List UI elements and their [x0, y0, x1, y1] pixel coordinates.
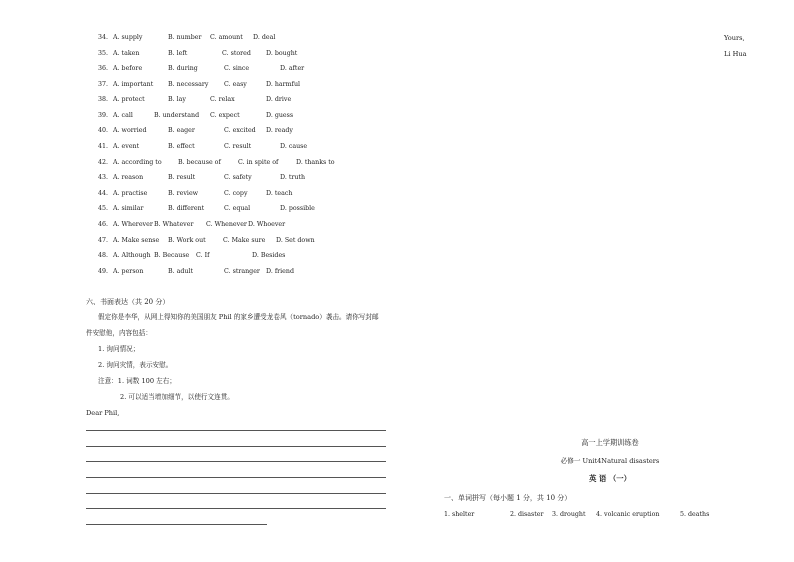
answer-item: 1. shelter — [444, 511, 475, 518]
question-number: 49. — [98, 268, 109, 275]
option-b: B. left — [168, 50, 188, 57]
option-b: B. result — [168, 174, 196, 181]
option-a: A. practise — [113, 190, 148, 197]
option-a: A. taken — [113, 50, 140, 57]
option-c: C. safety — [224, 174, 252, 181]
option-b: B. because of — [178, 159, 221, 166]
option-c: C. result — [224, 143, 252, 150]
question-number: 36. — [98, 65, 109, 72]
question-number: 37. — [98, 81, 109, 88]
option-a: A. protect — [113, 96, 145, 103]
option-a: A. reason — [113, 174, 144, 181]
answer-item: 3. drought — [552, 511, 586, 518]
option-a: A. worried — [113, 127, 147, 134]
question-number: 38. — [98, 96, 109, 103]
option-c: C. copy — [224, 190, 248, 197]
option-a: A. supply — [113, 34, 143, 41]
writing-line — [86, 493, 386, 494]
option-c: C. relax — [210, 96, 235, 103]
option-d: D. truth — [280, 174, 306, 181]
option-b: B. during — [168, 65, 198, 72]
question-number: 46. — [98, 221, 109, 228]
answer-sheet-title: 高一上学期训练卷 — [581, 438, 639, 447]
option-c: C. stranger — [224, 268, 260, 275]
question-number: 47. — [98, 237, 109, 244]
option-d: D. harmful — [266, 81, 301, 88]
option-a: A. according to — [113, 159, 162, 166]
question-number: 48. — [98, 252, 109, 259]
option-c: C. Whenever — [206, 221, 247, 228]
option-d: D. cause — [280, 143, 308, 150]
option-b: B. necessary — [168, 81, 209, 88]
answer-section-1-title: 一、单词拼写（每小题 1 分，共 10 分） — [444, 494, 572, 502]
question-number: 40. — [98, 127, 109, 134]
option-a: A. Make sense — [113, 237, 160, 244]
question-number: 34. — [98, 34, 109, 41]
option-b: B. different — [168, 205, 205, 212]
option-a: A. person — [113, 268, 144, 275]
option-d: D. ready — [266, 127, 293, 134]
option-a: A. call — [113, 112, 133, 119]
answer-item: 2. disaster — [510, 511, 544, 518]
option-d: D. teach — [266, 190, 293, 197]
option-d: D. deal — [253, 34, 276, 41]
option-c: C. equal — [224, 205, 251, 212]
option-c: C. expect — [210, 112, 240, 119]
closing-name: Li Hua — [724, 50, 747, 58]
writing-intro-line-2: 件安慰他，内容包括： — [86, 329, 152, 337]
question-number: 41. — [98, 143, 109, 150]
question-number: 43. — [98, 174, 109, 181]
option-d: D. friend — [266, 268, 294, 275]
writing-point-2: 2. 询问灾情，表示安慰。 — [98, 361, 173, 369]
option-c: C. in spite of — [238, 159, 279, 166]
writing-line — [86, 430, 386, 431]
writing-line — [86, 477, 386, 478]
option-c: C. If — [196, 252, 210, 259]
option-a: A. before — [113, 65, 143, 72]
option-d: D. bought — [266, 50, 298, 57]
option-b: B. effect — [168, 143, 195, 150]
option-c: C. since — [224, 65, 250, 72]
question-number: 39. — [98, 112, 109, 119]
question-number: 42. — [98, 159, 109, 166]
option-c: C. easy — [224, 81, 247, 88]
option-d: D. Set down — [276, 237, 315, 244]
writing-line — [86, 461, 386, 462]
option-b: B. Whatever — [154, 221, 194, 228]
closing-yours: Yours, — [724, 34, 745, 42]
option-c: C. excited — [224, 127, 256, 134]
option-c: C. amount — [210, 34, 243, 41]
option-d: D. Whoever — [248, 221, 286, 228]
option-d: D. Besides — [252, 252, 286, 259]
writing-line — [86, 508, 386, 509]
option-a: A. event — [113, 143, 140, 150]
option-b: B. Work out — [168, 237, 206, 244]
writing-line — [86, 446, 386, 447]
answer-sheet-unit: 必修一 Unit4Natural disasters — [560, 457, 660, 465]
question-number: 44. — [98, 190, 109, 197]
option-d: D. after — [280, 65, 305, 72]
option-d: D. thanks to — [296, 159, 335, 166]
option-a: A. similar — [113, 205, 144, 212]
answer-item: 5. deaths — [680, 511, 710, 518]
option-b: B. understand — [154, 112, 200, 119]
writing-note-2: 2. 可以适当增加细节，以使行文连贯。 — [120, 393, 234, 401]
option-b: B. number — [168, 34, 202, 41]
option-b: B. eager — [168, 127, 195, 134]
option-b: B. adult — [168, 268, 194, 275]
option-c: C. stored — [222, 50, 251, 57]
answer-sheet-subject: 英 语 （一） — [588, 474, 632, 483]
writing-line — [86, 524, 267, 525]
option-a: A. Wherever — [113, 221, 153, 228]
answer-item: 4. volcanic eruption — [596, 511, 660, 518]
letter-salutation: Dear Phil, — [86, 409, 120, 417]
writing-note-1: 注意：1. 词数 100 左右； — [98, 377, 176, 385]
writing-section-title: 六、书面表达（共 20 分） — [86, 298, 170, 306]
option-d: D. possible — [280, 205, 315, 212]
writing-point-1: 1. 询问情况； — [98, 345, 140, 353]
option-b: B. review — [168, 190, 199, 197]
option-b: B. lay — [168, 96, 186, 103]
option-a: A. Although — [113, 252, 151, 259]
option-d: D. drive — [266, 96, 292, 103]
option-b: B. Because — [154, 252, 190, 259]
question-number: 45. — [98, 205, 109, 212]
option-a: A. important — [113, 81, 154, 88]
question-number: 35. — [98, 50, 109, 57]
writing-intro-line-1: 假定你是李华，从网上得知你的美国朋友 Phil 的家乡遭受龙卷风（tornado）袭击。请你写封邮 — [98, 313, 379, 321]
option-d: D. guess — [266, 112, 294, 119]
option-c: C. Make sure — [223, 237, 266, 244]
